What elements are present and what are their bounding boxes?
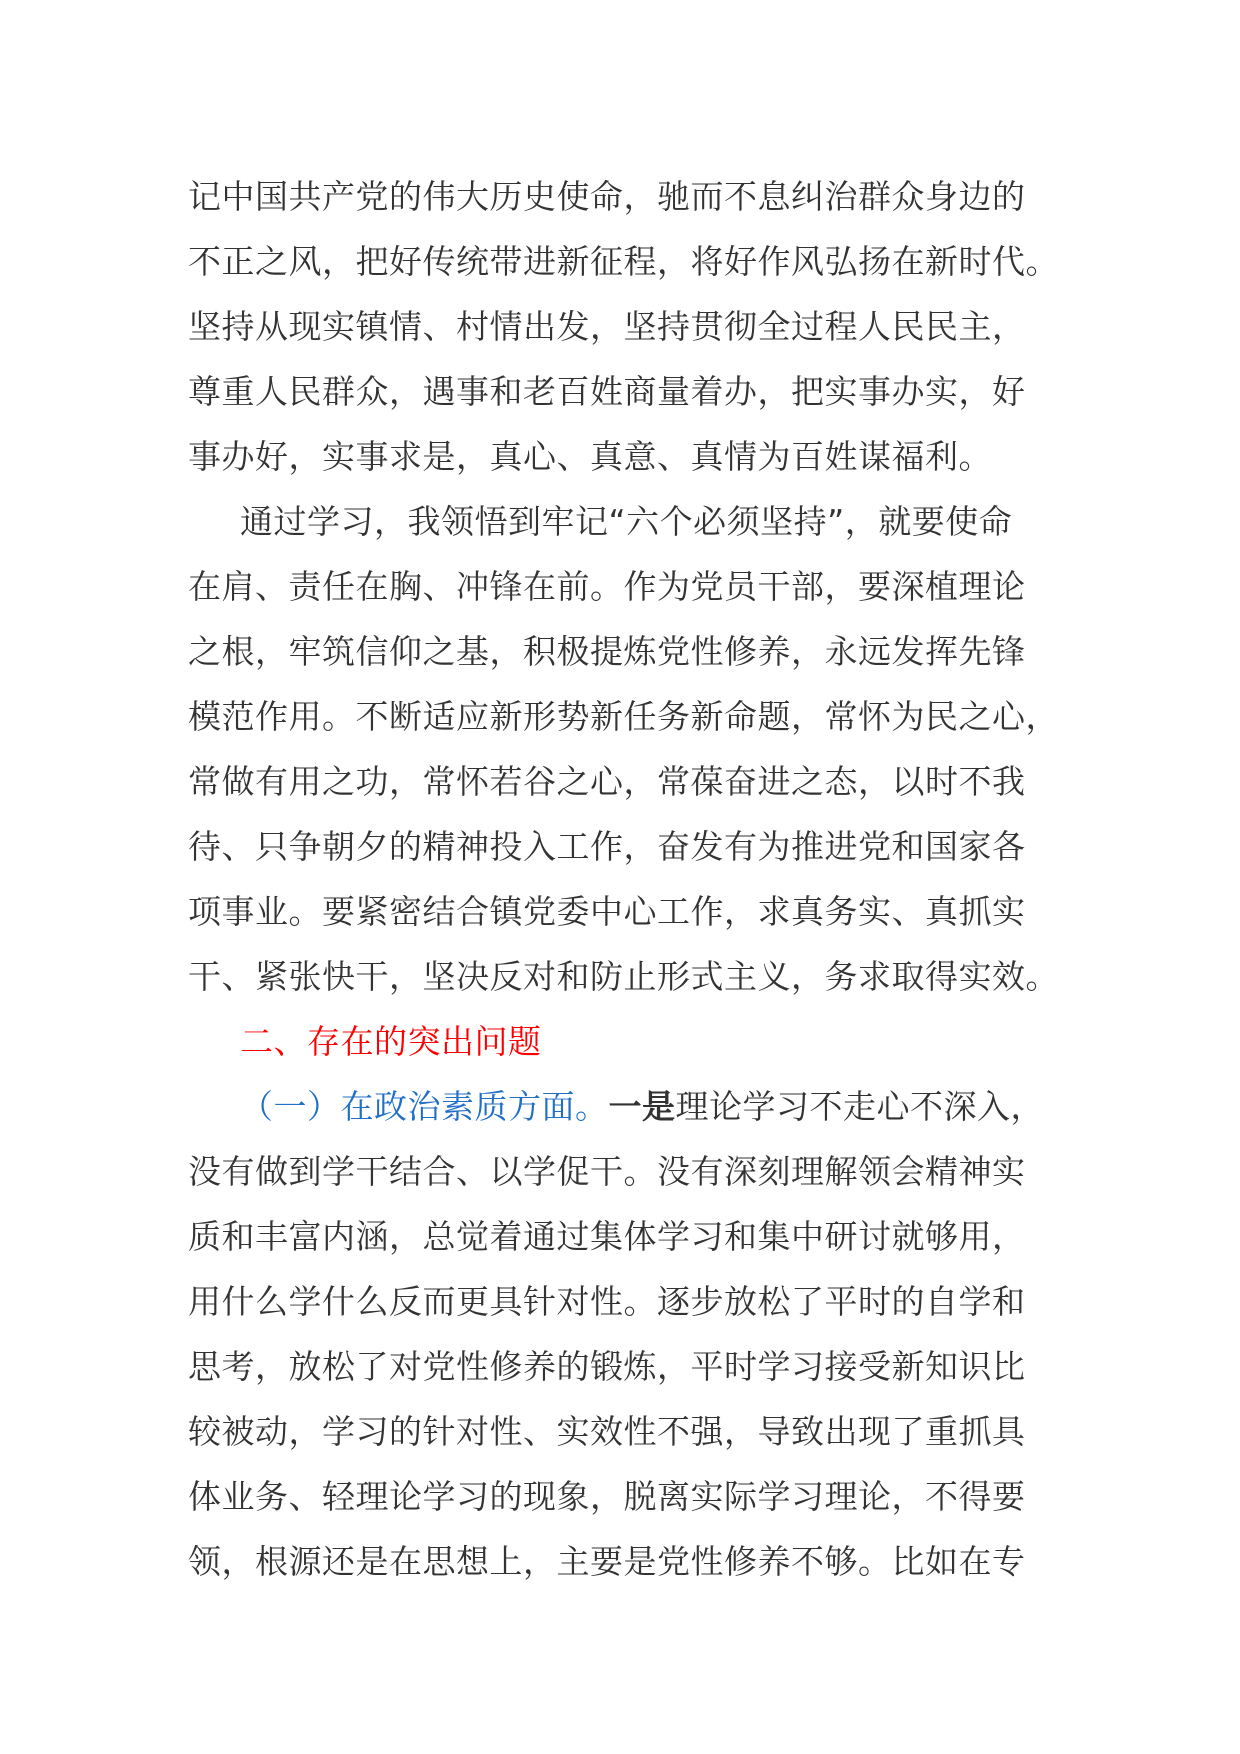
subsection-lead: 一是 (608, 1087, 676, 1126)
body-line: 事办好，实事求是，真心、真意、真情为百姓谋福利。 (188, 437, 992, 476)
body-line: 质和丰富内涵，总觉着通过集体学习和集中研讨就够用， (188, 1217, 1026, 1256)
body-line: 没有做到学干结合、以学促干。没有深刻理解领会精神实 (188, 1152, 1026, 1191)
body-line: 用什么学什么反而更具针对性。逐步放松了平时的自学和 (188, 1282, 1026, 1321)
body-line: 领，根源还是在思想上，主要是党性修养不够。比如在专 (188, 1542, 1026, 1581)
body-line: 在肩、责任在胸、冲锋在前。作为党员干部，要深植理论 (188, 567, 1026, 606)
body-line: 记中国共产党的伟大历史使命，驰而不息纠治群众身边的 (188, 177, 1026, 216)
body-line: 之根，牢筑信仰之基，积极提炼党性修养，永远发挥先锋 (188, 632, 1026, 671)
body-line: 待、只争朝夕的精神投入工作，奋发有为推进党和国家各 (188, 827, 1026, 866)
document-body (188, 164, 1059, 1594)
subsection-label: （一）在政治素质方面。 (240, 1087, 609, 1126)
subsection-first-line (188, 1074, 1048, 1139)
subsection-text: 理论学习不走心不深入， (675, 1087, 1044, 1126)
body-line: 不正之风，把好传统带进新征程，将好作风弘扬在新时代。 (188, 242, 1059, 281)
body-line: 通过学习，我领悟到牢记“六个必须坚持”，就要使命 (240, 502, 1013, 541)
body-line: 体业务、轻理论学习的现象，脱离实际学习理论，不得要 (188, 1477, 1026, 1516)
body-line: 坚持从现实镇情、村情出发，坚持贯彻全过程人民民主， (188, 307, 1026, 346)
body-line: 尊重人民群众，遇事和老百姓商量着办，把实事办实，好 (188, 372, 1026, 411)
section-heading: 二、存在的突出问题 (240, 1022, 542, 1061)
body-line: 模范作用。不断适应新形势新任务新命题，常怀为民之心， (188, 697, 1059, 736)
body-line: 干、紧张快干，坚决反对和防止形式主义，务求取得实效。 (188, 957, 1059, 996)
body-line: 常做有用之功，常怀若谷之心，常葆奋进之态，以时不我 (188, 762, 1026, 801)
body-line: 项事业。要紧密结合镇党委中心工作，求真务实、真抓实 (188, 892, 1026, 931)
body-line: 思考，放松了对党性修养的锻炼，平时学习接受新知识比 (188, 1347, 1026, 1386)
body-line: 较被动，学习的针对性、实效性不强，导致出现了重抓具 (188, 1412, 1026, 1451)
